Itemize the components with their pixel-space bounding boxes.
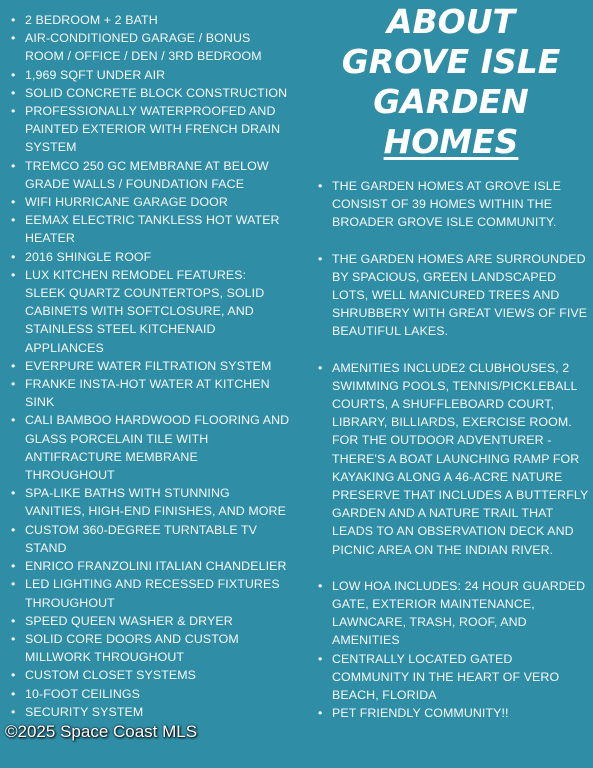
feature-item: • CUSTOM 360-DEGREE TURNTABLE TV STAND xyxy=(8,521,290,557)
feature-item: • 1,969 SQFT UNDER AIR xyxy=(8,66,290,84)
feature-item: • WIFI HURRICANE GARAGE DOOR xyxy=(8,193,290,211)
feature-item: • 10-FOOT CEILINGS xyxy=(8,685,290,703)
feature-item: • TREMCO 250 GC MEMBRANE AT BELOW GRADE WALLS / FOUNDATION FACE xyxy=(8,157,290,193)
feature-item: • PROFESSIONALLY WATERPROOFED AND PAINTED EXTERIOR WITH FRENCH DRAIN SYSTEM xyxy=(8,102,290,157)
feature-item: • SECURITY SYSTEM xyxy=(8,703,290,721)
title-line: GROVE ISLE xyxy=(341,42,561,81)
about-item: • AMENITIES INCLUDE2 CLUBHOUSES, 2 SWIMMING POOLS, TENNIS/PICKLEBALL COURTS, A SHUFFLEBOARD COURT, LIBRARY, BILLIARDS, EXERCISE ROOM. FOR THE OUTDOOR ADVENTURER - THERE'S A BOAT LAUNCHING RAMP FOR KAYAKING ALONG A 46-ACRE NATURE PRESERVE THAT INCLUDES A BUTTERFLY GARDEN AND A NATURE TRAIL THAT LEADS TO AN OBSERVATION DECK AND PICNIC AREA ON THE INDIAN RIVER. xyxy=(315,359,591,559)
feature-item: • LED LIGHTING AND RECESSED FIXTURES THROUGHOUT xyxy=(8,575,290,611)
feature-item: • AIR-CONDITIONED GARAGE / BONUS ROOM / OFFICE / DEN / 3RD BEDROOM xyxy=(8,29,290,65)
feature-item: • SPEED QUEEN WASHER & DRYER xyxy=(8,612,290,630)
feature-item: • SOLID CORE DOORS AND CUSTOM MILLWORK THROUGHOUT xyxy=(8,630,290,666)
feature-item: • EEMAX ELECTRIC TANKLESS HOT WATER HEATER xyxy=(8,211,290,247)
about-item: • THE GARDEN HOMES ARE SURROUNDED BY SPACIOUS, GREEN LANDSCAPED LOTS, WELL MANICURED TREES AND SHRUBBERY WITH GREAT VIEWS OF FIVE BEAUTIFUL LAKES. xyxy=(315,250,591,341)
about-item: • THE GARDEN HOMES AT GROVE ISLE CONSIST OF 39 HOMES WITHIN THE BROADER GROVE ISLE COMMUNITY. xyxy=(315,177,591,232)
page-title xyxy=(320,2,582,162)
title-line: ABOUT xyxy=(386,2,516,41)
feature-item: • 2016 SHINGLE ROOF xyxy=(8,248,290,266)
about-item: • PET FRIENDLY COMMUNITY!! xyxy=(315,704,591,722)
feature-item: • LUX KITCHEN REMODEL FEATURES: SLEEK QUARTZ COUNTERTOPS, SOLID CABINETS WITH SOFTCLOSURE, AND STAINLESS STEEL KITCHENAID APPLIANCES xyxy=(8,266,290,357)
feature-item: • CUSTOM CLOSET SYSTEMS xyxy=(8,666,290,684)
about-list xyxy=(315,177,591,722)
feature-item: • ENRICO FRANZOLINI ITALIAN CHANDELIER xyxy=(8,557,290,575)
feature-item: • SOLID CONCRETE BLOCK CONSTRUCTION xyxy=(8,84,290,102)
feature-item: • EVERPURE WATER FILTRATION SYSTEM xyxy=(8,357,290,375)
feature-item: • CALI BAMBOO HARDWOOD FLOORING AND GLASS PORCELAIN TILE WITH ANTIFRACTURE MEMBRANE THROUGHOUT xyxy=(8,411,290,484)
about-item: • CENTRALLY LOCATED GATED COMMUNITY IN THE HEART OF VERO BEACH, FLORIDA xyxy=(315,650,591,705)
feature-item: • SPA-LIKE BATHS WITH STUNNING VANITIES, HIGH-END FINISHES, AND MORE xyxy=(8,484,290,520)
features-list xyxy=(8,11,290,721)
title-line-underlined: HOMES xyxy=(383,122,519,161)
mls-watermark: ©2025 Space Coast MLS xyxy=(5,722,198,741)
about-item: • LOW HOA INCLUDES: 24 HOUR GUARDED GATE, EXTERIOR MAINTENANCE, LAWNCARE, TRASH, ROOF, AND AMENITIES xyxy=(315,577,591,650)
title-line: GARDEN xyxy=(373,82,529,121)
feature-item: • FRANKE INSTA-HOT WATER AT KITCHEN SINK xyxy=(8,375,290,411)
feature-item: • 2 BEDROOM + 2 BATH xyxy=(8,11,290,29)
